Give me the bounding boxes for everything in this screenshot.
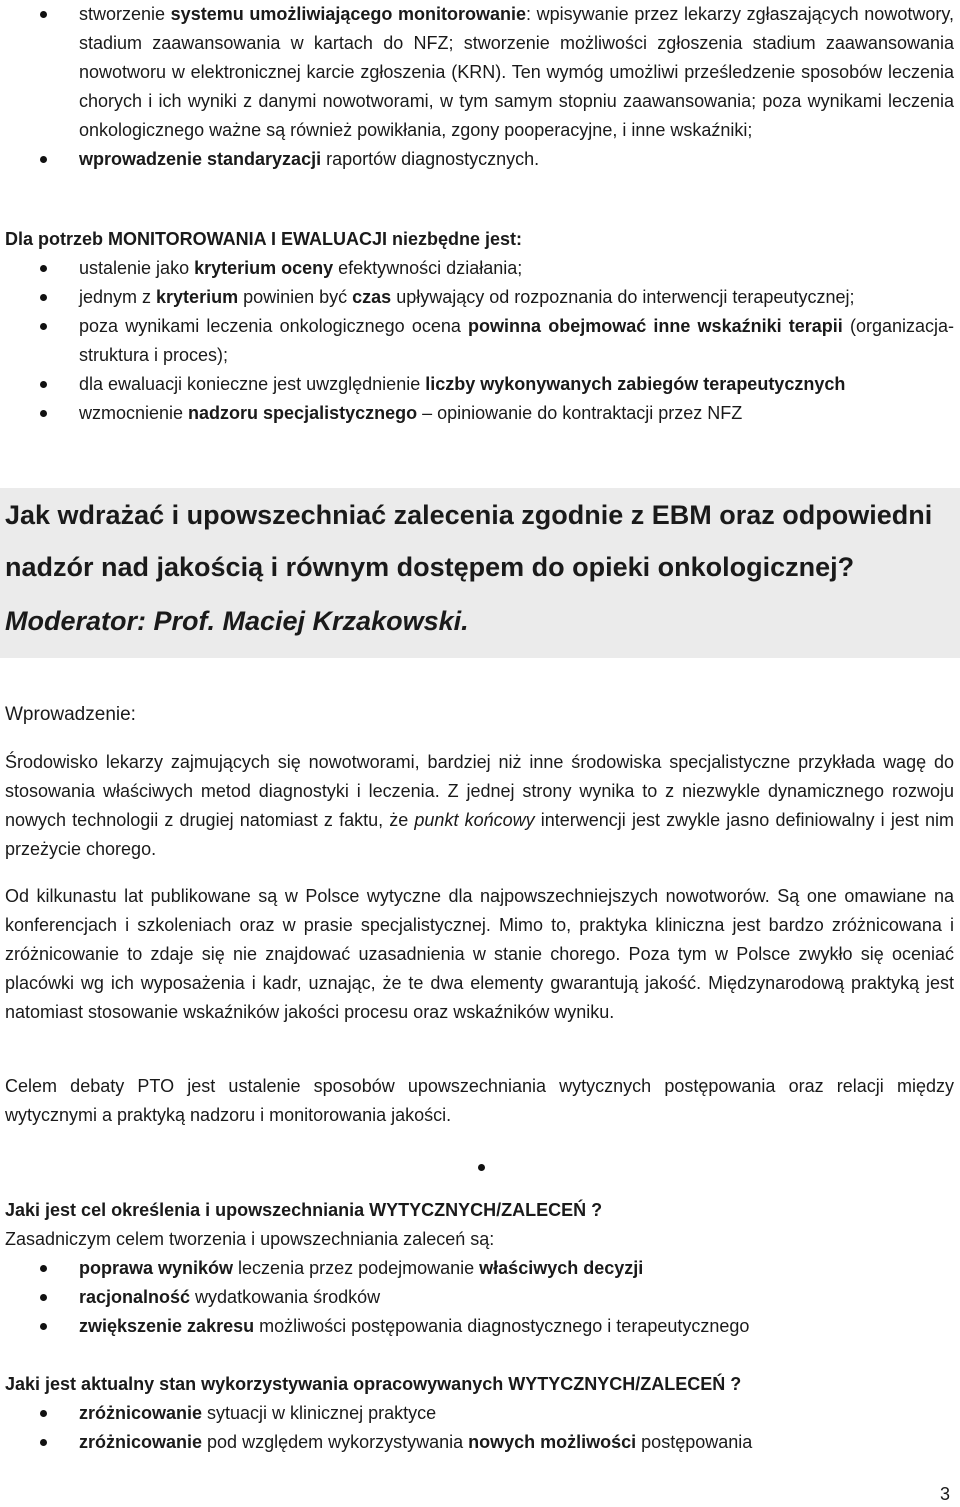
list-item: poza wynikami leczenia onkologicznego ocena powinna obejmować inne wskaźniki terapii (organizacja-struktura i proces); (0, 312, 960, 370)
debate-title-box (0, 488, 960, 658)
top-bullet-list (0, 0, 960, 174)
text: : wpisywanie przez lekarzy zgłaszających nowotwory, stadium zaawansowania w kartach do NFZ; stworzenie możliwości zgłoszenia stadium zaawansowania nowotworu w elektronicznej karcie zgłoszenia (KRN). Ten wymóg umożliwi prześledzenie sposobów leczenia chorych i ich wyniki z danymi nowotworami, w tym samym stopniu zaawansowania; poza wynikami leczenia onkologicznego ważne są również powikłania, zgony pooperacyjne, i inne wskaźniki; (79, 4, 954, 140)
bold-text: wprowadzenie standaryzacji (79, 149, 322, 169)
text: raportów diagnostycznych. (321, 149, 540, 169)
text: stworzenie (79, 4, 171, 24)
page-number: 3 (939, 1484, 950, 1504)
list-item: racjonalność wydatkowania środków (0, 1283, 960, 1312)
goals-heading: Jaki jest cel określenia i upowszechniania WYTYCZNYCH/ZALECEŃ ? (5, 1200, 603, 1220)
list-item: poprawa wyników leczenia przez podejmowanie właściwych decyzji (0, 1254, 960, 1283)
intro-paragraph-2: Od kilkunastu lat publikowane są w Polsce wytyczne dla najpowszechniejszych nowotworów. Są one omawiane na konferencjach i szkoleniach oraz w prasie specjalistycznej. Mimo to, praktyka kliniczna jest bardzo zróżnicowana i zróżnicowanie to zdaje się nie znajdować uzasadnienia w stanie chorego. Poza tym w Polsce zwykło się oceniać placówki wg ich wyposażenia i kadr, uznając, że te dwa elementy gwarantują jakość. Międzynarodową praktyką jest natomiast stosowanie wskaźników jakości procesu oraz wskaźników wyniku. (5, 886, 954, 1022)
goals-list (0, 1254, 960, 1341)
list-item: zróżnicowanie sytuacji w klinicznej praktyce (0, 1399, 960, 1428)
intro-paragraph-1: Środowisko lekarzy zajmujących się nowotworami, bardziej niż inne środowiska specjalistyczne przykłada wagę do stosowania właściwych metod diagnostyki i leczenia. Z jednej strony wynika to z niezwykle dynamicznego rozwoju nowych technologii z drugiej natomiast z faktu, że punkt końcowy interwencji jest zwykle jasno definiowalny i jest nim przeżycie chorego. (5, 752, 954, 859)
list-item (0, 145, 960, 174)
usage-heading: Jaki jest aktualny stan wykorzystywania opracowywanych WYTYCZNYCH/ZALECEŃ ? (5, 1374, 742, 1394)
usage-list (0, 1399, 960, 1457)
list-item: zwiększenie zakresu możliwości postępowania diagnostycznego i terapeutycznego (0, 1312, 960, 1341)
moderator-line: Moderator: Prof. Maciej Krzakowski. (5, 606, 469, 636)
section-heading: Dla potrzeb MONITOROWANIA I EWALUACJI niezbędne jest: (5, 229, 523, 249)
intro-paragraph-3: Celem debaty PTO jest ustalenie sposobów upowszechniania wytycznych postępowania oraz relacji między wytycznymi a praktyką nadzoru i monitorowania jakości. (5, 1076, 954, 1125)
list-item: jednym z kryterium powinien być czas upływający od rozpoznania do interwencji terapeutycznej; (0, 283, 960, 312)
debate-title-line-2: nadzór nad jakością i równym dostępem do opieki onkologicznej? (5, 552, 855, 582)
bold-text: systemu umożliwiającego monitorowanie (170, 4, 527, 24)
list-item (0, 0, 960, 145)
list-item: dla ewaluacji konieczne jest uwzględnienie liczby wykonywanych zabiegów terapeutycznych (0, 370, 960, 399)
bullet-icon (478, 1164, 485, 1171)
monitoring-list (0, 254, 960, 428)
debate-title-line-1: Jak wdrażać i upowszechniać zalecenia zgodnie z EBM oraz odpowiedni (5, 500, 933, 530)
list-item: ustalenie jako kryterium oceny efektywności działania; (0, 254, 960, 283)
intro-title: Wprowadzenie: (5, 704, 136, 725)
list-item: zróżnicowanie pod względem wykorzystywania nowych możliwości postępowania (0, 1428, 960, 1457)
list-item: wzmocnienie nadzoru specjalistycznego – opiniowanie do kontraktacji przez NFZ (0, 399, 960, 428)
goals-lead: Zasadniczym celem tworzenia i upowszechniania zaleceń są: (5, 1229, 495, 1249)
